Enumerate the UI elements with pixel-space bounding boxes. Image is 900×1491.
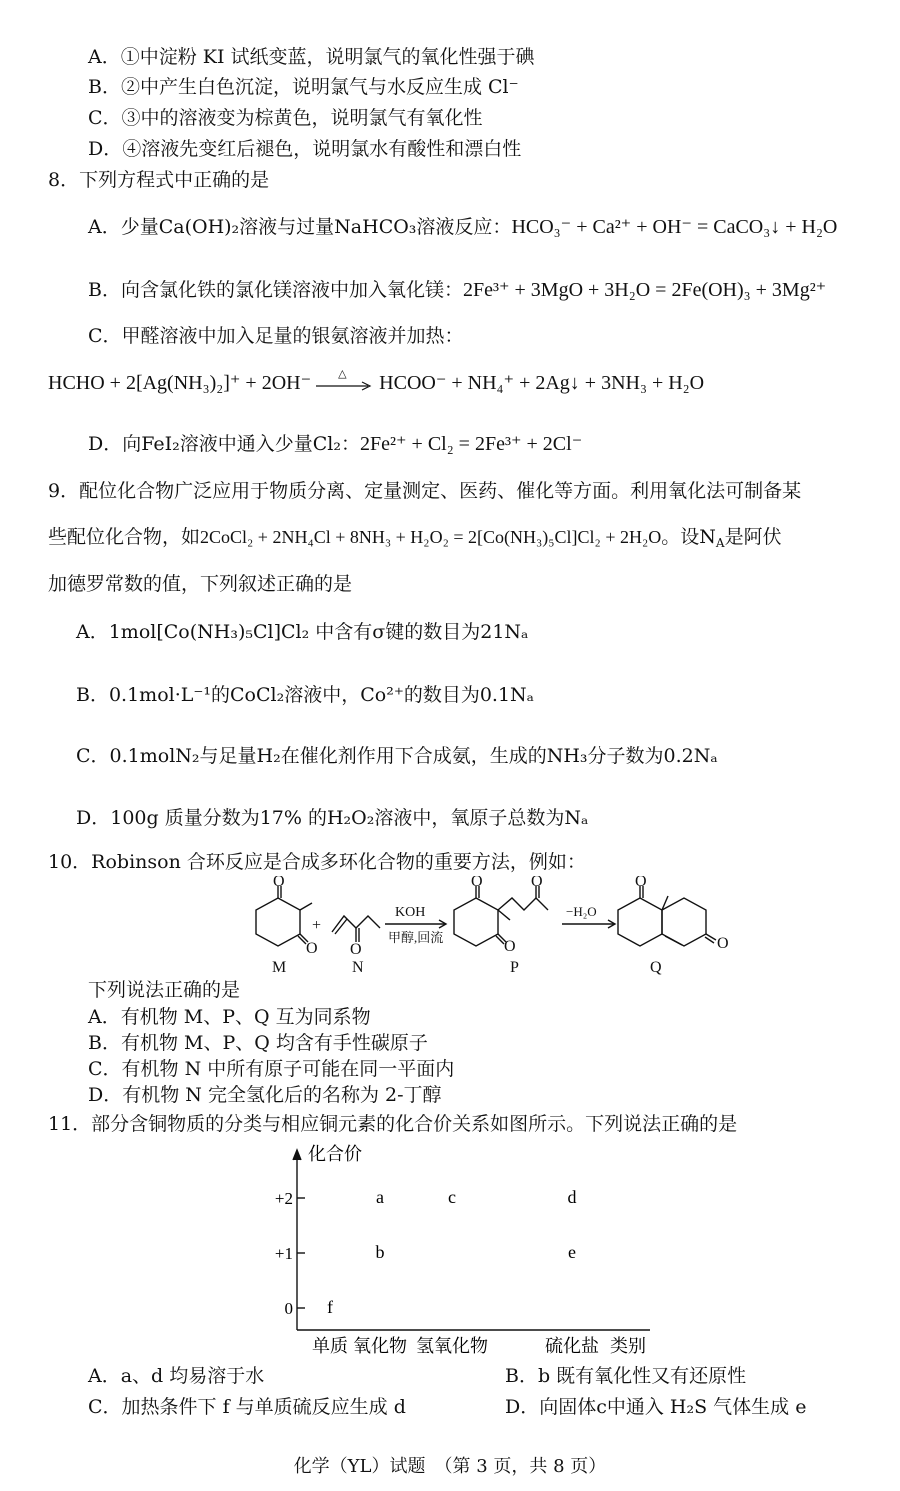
q11-option-a: A．a、d 均易溶于水	[88, 1365, 265, 1387]
p-oxygen-label-2: O	[531, 876, 543, 890]
q8-c-eq-left: HCHO + 2[Ag(NH₃)₂]⁺ + 2OH⁻	[48, 372, 312, 394]
q8-b-equation: 2Fe³⁺ + 3MgO + 3H₂O = 2Fe(OH)₃ + 3Mg²⁺	[462, 279, 827, 301]
q10-option-b: B．有机物 M、P、Q 均含有手性碳原子	[88, 1032, 428, 1054]
q8-option-d	[88, 432, 582, 456]
q9-option-a: A．1mol[Co(NH₃)₅Cl]Cl₂ 中含有σ键的数目为21Nₐ	[76, 621, 529, 643]
q9-option-d: D．100g 质量分数为17% 的H₂O₂溶液中，氧原子总数为Nₐ	[76, 807, 589, 829]
heat-symbol: △	[338, 368, 347, 381]
q7-option-b: B．②中产生白色沉淀，说明氯气与水反应生成 Cl⁻	[88, 76, 519, 98]
reagent-solvent: 甲醇,回流	[388, 930, 444, 945]
x-axis-label: 类别	[610, 1336, 646, 1356]
q-oxygen-label: O	[635, 876, 647, 890]
q8-option-a	[88, 215, 837, 239]
label-m: M	[272, 959, 287, 976]
q8-stem: 8．下列方程式中正确的是	[48, 169, 270, 191]
q9-line2-end: 是阿伏	[724, 526, 782, 548]
m-oxygen-label: O	[273, 876, 285, 890]
molecule-q	[618, 886, 716, 946]
q9-stem-line1: 9．配位化合物广泛应用于物质分离、定量测定、医药、催化等方面。利用氧化法可制备某	[48, 480, 802, 502]
q10-stem: 10．Robinson 合环反应是合成多环化合物的重要方法，例如：	[48, 851, 586, 873]
q8-c-eq-right: HCOO⁻ + NH₄⁺ + 2Ag↓ + 3NH₃ + H₂O	[379, 372, 705, 394]
q9-na-subscript: A	[715, 536, 725, 550]
point-label-c: c	[448, 1187, 456, 1207]
y-axis-label: 化合价	[308, 1144, 362, 1164]
q8-d-equation: 2Fe²⁺ + Cl₂ = 2Fe³⁺ + 2Cl⁻	[359, 433, 583, 455]
p-oxygen-label: O	[471, 876, 483, 890]
point-label-e: e	[568, 1242, 576, 1262]
y-axis-arrowhead	[293, 1150, 301, 1160]
point-label-d: d	[567, 1187, 577, 1207]
q9-line2-text: 些配位化合物，如	[48, 526, 201, 548]
q7-option-d: D．④溶液先变红后褪色，说明氯水有酸性和漂白性	[88, 138, 522, 160]
q9-equation: 2CoCl₂ + 2NH₄Cl + 8NH₃ + H₂O₂ = 2[Co(NH₃)₅Cl]Cl₂ + 2H₂O	[200, 527, 662, 547]
plus-sign: +	[312, 917, 322, 934]
q9-option-b: B．0.1mol·L⁻¹的CoCl₂溶液中，Co²⁺的数目为0.1Nₐ	[76, 684, 535, 706]
reagent-koh: KOH	[395, 905, 426, 920]
x-tick-label: 硫化盐	[545, 1336, 599, 1356]
copper-valence-chart	[260, 1140, 680, 1365]
label-p: P	[510, 959, 519, 976]
q8-option-c: C．甲醛溶液中加入足量的银氨溶液并加热：	[88, 325, 464, 347]
m-oxygen-label-2: O	[306, 940, 318, 957]
q7-option-c: C．③中的溶液变为棕黄色，说明氯气有氧化性	[88, 107, 483, 129]
label-n: N	[352, 959, 364, 976]
q10-option-a: A．有机物 M、P、Q 互为同系物	[88, 1006, 371, 1028]
q8-c-equation	[48, 368, 705, 395]
reagent-dehydration: −H₂O	[566, 904, 597, 919]
q8-option-b	[88, 278, 826, 302]
q11-stem: 11．部分含铜物质的分类与相应铜元素的化合价关系如图所示。下列说法正确的是	[48, 1113, 738, 1135]
q8-a-text: A．少量Ca(OH)₂溶液与过量NaHCO₃溶液反应：	[88, 216, 512, 238]
p-oxygen-label-3: O	[504, 938, 516, 955]
page-footer: 化学（YL）试题 （第 3 页，共 8 页）	[293, 1456, 607, 1477]
q10-option-c: C．有机物 N 中所有原子可能在同一平面内	[88, 1058, 455, 1080]
q8-a-equation: HCO₃⁻ + Ca²⁺ + OH⁻ = CaCO₃↓ + H₂O	[511, 216, 838, 238]
q11-option-c: C．加热条件下 f 与单质硫反应生成 d	[88, 1396, 406, 1418]
point-label-b: b	[375, 1242, 385, 1262]
q10-option-d: D．有机物 N 完全氢化后的名称为 2-丁醇	[88, 1084, 442, 1106]
q10-prompt: 下列说法正确的是	[88, 979, 241, 1001]
robinson-reaction-scheme	[240, 876, 740, 978]
q11-option-b: B．b 既有氧化性又有还原性	[505, 1365, 747, 1387]
x-tick-label: 氢氧化物	[416, 1336, 488, 1356]
label-q: Q	[650, 959, 662, 976]
q9-stem-line2	[48, 525, 782, 549]
n-oxygen-label: O	[350, 941, 362, 958]
molecule-p	[454, 886, 548, 946]
point-label-f: f	[327, 1297, 333, 1317]
molecule-n	[332, 916, 380, 942]
q11-option-d: D．向固体c中通入 H₂S 气体生成 e	[505, 1396, 807, 1418]
x-tick-label: 氧化物	[353, 1336, 407, 1356]
reaction-arrow	[316, 368, 374, 394]
arrow-icon	[316, 380, 374, 392]
y-tick-label: 0	[284, 1299, 293, 1318]
y-tick-label: +1	[274, 1244, 293, 1263]
q9-stem-line3: 加德罗常数的值，下列叙述正确的是	[48, 573, 353, 595]
q8-b-text: B．向含氯化铁的氯化镁溶液中加入氧化镁：	[88, 279, 463, 301]
q9-line2-mid: 。设N	[661, 526, 716, 548]
point-label-a: a	[376, 1187, 384, 1207]
q9-option-c: C．0.1molN₂与足量H₂在催化剂作用下合成氨，生成的NH₃分子数为0.2Nₐ	[76, 745, 718, 767]
molecule-m	[256, 886, 312, 946]
q7-option-a: A．①中淀粉 KI 试纸变蓝，说明氯气的氧化性强于碘	[88, 46, 535, 68]
q-oxygen-label-2: O	[717, 935, 729, 952]
y-tick-label: +2	[274, 1189, 293, 1208]
x-tick-label: 单质	[312, 1336, 348, 1356]
q8-d-text: D．向FeI₂溶液中通入少量Cl₂：	[88, 433, 360, 455]
